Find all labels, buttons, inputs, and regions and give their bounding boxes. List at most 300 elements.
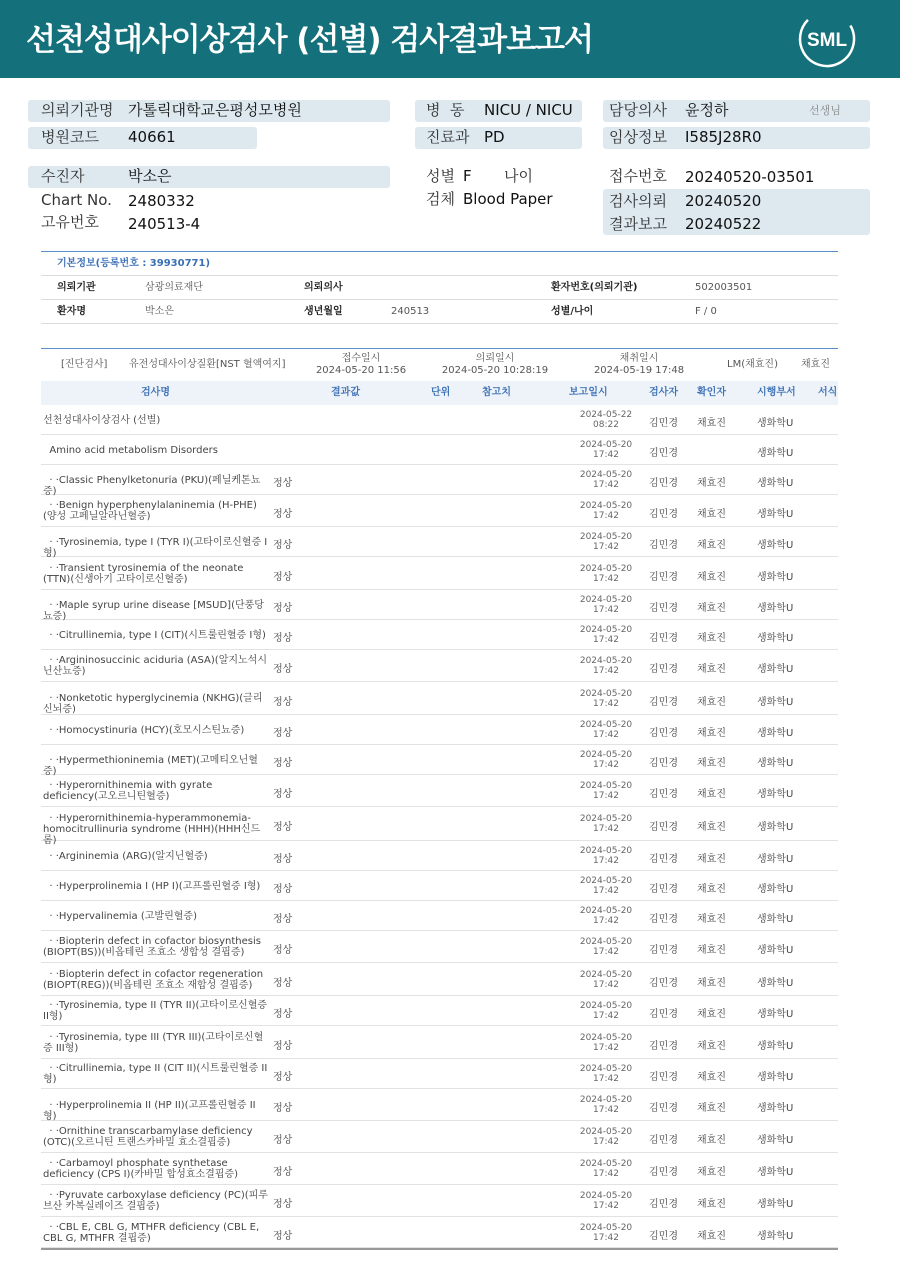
- result-value: 정상: [273, 1167, 293, 1178]
- basic-inst-value: 삼광의료재단: [145, 282, 203, 293]
- confirmer-name: 채효진: [697, 603, 726, 614]
- test-name: · ·Tyrosinemia, type II (TYR II)(고타이로신혈증 II형): [43, 1000, 271, 1022]
- department-name: 생화학U: [757, 664, 794, 675]
- report-datetime: [551, 750, 661, 770]
- hospital-code-label: 병원코드: [41, 128, 99, 146]
- table-row: [41, 1153, 838, 1185]
- report-date: 2024-05-20: [579, 1127, 633, 1137]
- diag-receipt-value: 2024-05-20 11:56: [315, 365, 407, 376]
- result-value: 정상: [273, 1041, 293, 1052]
- diag-collect-value: 2024-05-19 17:48: [593, 365, 685, 376]
- report-time: 08:22: [593, 420, 619, 430]
- confirmer-name: 채효진: [697, 822, 726, 833]
- col-name: 검사명: [141, 387, 170, 398]
- report-time: 17:42: [593, 635, 619, 645]
- report-date: 2024-05-20: [579, 625, 633, 635]
- results-table-body: [41, 405, 838, 1250]
- report-datetime: [551, 410, 661, 430]
- department-name: 생화학U: [757, 1167, 794, 1178]
- results-table-header: [41, 381, 838, 405]
- department-name: 생화학U: [757, 1231, 794, 1242]
- test-name: · ·Citrullinemia, type I (CIT)(시트룰린혈증 I형): [43, 630, 266, 641]
- report-time: 17:42: [593, 916, 619, 926]
- report-date: 2024-05-20: [579, 876, 633, 886]
- report-time: 17:42: [593, 699, 619, 709]
- basic-birth-value: 240513: [391, 306, 430, 317]
- test-name: · ·Tyrosinemia, type I (TYR I)(고타이로신혈증 I형): [43, 537, 268, 559]
- department-name: 생화학U: [757, 1199, 794, 1210]
- report-date: 2024-05-20: [579, 720, 633, 730]
- test-name: · ·Hypervalinemia (고발린혈증): [43, 911, 197, 922]
- request-label: 검사의뢰: [609, 192, 667, 210]
- report-time: 17:42: [593, 1105, 619, 1115]
- table-row: [41, 931, 838, 963]
- test-name: · ·Classic Phenylketonuria (PKU)(페닐케톤뇨증): [43, 475, 261, 497]
- report-date: 2024-05-20: [579, 595, 633, 605]
- basic-info-title: 기본정보(등록번호 : 39930771): [41, 252, 838, 276]
- confirmer-name: 채효진: [697, 884, 726, 895]
- table-row: [41, 465, 838, 495]
- confirmer-name: 채효진: [697, 1041, 726, 1052]
- result-value: 정상: [273, 540, 293, 551]
- report-date: 2024-05-20: [579, 814, 633, 824]
- patient-label: 수진자: [41, 167, 85, 185]
- result-value: 정상: [273, 854, 293, 865]
- result-value: 정상: [273, 728, 293, 739]
- confirmer-name: 채효진: [697, 478, 726, 489]
- test-name: · ·Nonketotic hyperglycinemia (NKHG)(글리신뇌증): [43, 693, 263, 715]
- department-name: 생화학U: [757, 572, 794, 583]
- report-date: 2024-05-20: [579, 937, 633, 947]
- result-value: 정상: [273, 945, 293, 956]
- tester-name: 김민경: [649, 633, 678, 644]
- table-row: [41, 963, 838, 996]
- basic-sexage-value: F / 0: [695, 306, 717, 317]
- report-datetime: [551, 1001, 661, 1021]
- ward-value: NICU / NICU: [484, 101, 573, 119]
- diag-request-value: 2024-05-20 10:28:19: [441, 365, 549, 376]
- report-time: 17:42: [593, 605, 619, 615]
- table-row: [41, 1026, 838, 1059]
- table-row: [41, 435, 838, 465]
- table-row: [41, 1059, 838, 1089]
- tester-name: 김민경: [649, 448, 678, 459]
- table-row: [41, 620, 838, 650]
- table-row: [41, 682, 838, 715]
- report-time: 17:42: [593, 947, 619, 957]
- tester-name: 김민경: [649, 822, 678, 833]
- result-value: 정상: [273, 572, 293, 583]
- table-row: [41, 557, 838, 590]
- report-date: 2024-05-20: [579, 781, 633, 791]
- result-value: 정상: [273, 758, 293, 769]
- table-row: [41, 1089, 838, 1121]
- report-time: 17:42: [593, 480, 619, 490]
- doctor-suffix: 선생님: [809, 104, 841, 117]
- confirmer-name: 채효진: [697, 664, 726, 675]
- confirmer-name: 채효진: [697, 789, 726, 800]
- department-name: 생화학U: [757, 728, 794, 739]
- department-name: 생화학U: [757, 758, 794, 769]
- tester-name: 김민경: [649, 1072, 678, 1083]
- test-name: · ·Argininosuccinic aciduria (ASA)(알지노석시닌산뇨증): [43, 655, 267, 677]
- report-time: 17:42: [593, 886, 619, 896]
- test-name: · ·Ornithine transcarbamylase deficiency (OTC)(오르니틴 트랜스카바밀 효소결핍증): [43, 1126, 256, 1148]
- result-value: 정상: [273, 978, 293, 989]
- receipt-label: 접수번호: [609, 167, 667, 185]
- receipt-value: 20240520-03501: [685, 168, 815, 186]
- diag-person: 채효진: [801, 359, 830, 370]
- test-name: · ·Argininemia (ARG)(알지닌혈증): [43, 851, 208, 862]
- department-name: 생화학U: [757, 884, 794, 895]
- report-time: 17:42: [593, 1169, 619, 1179]
- table-row: [41, 775, 838, 807]
- test-name: · ·Hyperornithinemia with gyrate deficiency(고오르니틴혈증): [43, 780, 216, 802]
- basic-name-value: 박소은: [145, 306, 174, 317]
- department-name: 생화학U: [757, 978, 794, 989]
- tester-name: 김민경: [649, 603, 678, 614]
- basic-name-label: 환자명: [57, 306, 86, 317]
- diag-collect-label: 채취일시: [619, 353, 659, 364]
- tester-name: 김민경: [649, 978, 678, 989]
- department-name: 생화학U: [757, 945, 794, 956]
- result-value: 정상: [273, 509, 293, 520]
- department-name: 생화학U: [757, 633, 794, 644]
- report-date: 2024-05-20: [579, 906, 633, 916]
- confirmer-name: 채효진: [697, 1167, 726, 1178]
- report-time: 17:42: [593, 450, 619, 460]
- tester-name: 김민경: [649, 1041, 678, 1052]
- clinical-label: 임상정보: [609, 128, 667, 146]
- basic-pid-value: 502003501: [695, 282, 753, 293]
- table-row: [41, 495, 838, 527]
- result-value: 정상: [273, 697, 293, 708]
- confirmer-name: 채효진: [697, 1072, 726, 1083]
- diag-test: 유전성대사이상질환[NST 혈액여지]: [129, 359, 286, 370]
- doctor-label: 담당의사: [609, 101, 667, 119]
- tester-name: 김민경: [649, 697, 678, 708]
- report-date: 2024-05-20: [579, 470, 633, 480]
- report-title: 선천성대사이상검사 (선별) 검사결과보고서: [26, 22, 593, 58]
- report-date: 2024-05-20: [579, 1033, 633, 1043]
- col-ref: 참고치: [482, 387, 511, 398]
- result-value: 정상: [273, 789, 293, 800]
- confirmer-name: 채효진: [697, 572, 726, 583]
- report-time: 17:42: [593, 856, 619, 866]
- table-row: [41, 715, 838, 745]
- table-row: [41, 590, 838, 620]
- report-date: 2024-05-20: [579, 1159, 633, 1169]
- chart-value: 2480332: [128, 192, 195, 210]
- test-name: · ·Citrullinemia, type II (CIT II)(시트룰린혈증 II형): [43, 1063, 268, 1085]
- result-value: 정상: [273, 914, 293, 925]
- result-value: 정상: [273, 1199, 293, 1210]
- basic-pid-label: 환자번호(의뢰기관): [551, 282, 638, 293]
- confirmer-name: 채효진: [697, 418, 726, 429]
- report-time: 17:42: [593, 1011, 619, 1021]
- confirmer-name: 채효진: [697, 540, 726, 551]
- doctor-value: 윤정하: [685, 101, 729, 119]
- test-name: · ·Carbamoyl phosphate synthetase deficiency (CPS I)(카바밀 합성효소결핍증): [43, 1158, 239, 1180]
- report-datetime: [551, 501, 661, 521]
- report-datetime: [551, 470, 661, 490]
- tester-name: 김민경: [649, 914, 678, 925]
- test-name: · ·Pyruvate carboxylase deficiency (PC)(피루브산 카복실레이즈 결핍증): [43, 1190, 268, 1212]
- confirmer-name: 채효진: [697, 854, 726, 865]
- tester-name: 김민경: [649, 478, 678, 489]
- report-date: 2024-05-20: [579, 564, 633, 574]
- result-value: 정상: [273, 1103, 293, 1114]
- tester-name: 김민경: [649, 1167, 678, 1178]
- tester-name: 김민경: [649, 1009, 678, 1020]
- report-time: 17:42: [593, 824, 619, 834]
- sex-value: F: [463, 167, 472, 185]
- tester-name: 김민경: [649, 1135, 678, 1146]
- confirmer-name: 채효진: [697, 914, 726, 925]
- confirmer-name: 채효진: [697, 728, 726, 739]
- report-time: 17:42: [593, 1043, 619, 1053]
- report-datetime: [551, 1064, 661, 1084]
- department-value: PD: [484, 128, 505, 146]
- col-date: 보고일시: [569, 387, 608, 398]
- report-date: 2024-05-20: [579, 440, 633, 450]
- tester-name: 김민경: [649, 1103, 678, 1114]
- col-result: 결과값: [331, 387, 360, 398]
- test-name: · ·Tyrosinemia, type III (TYR III)(고타이로신혈증 III형): [43, 1032, 264, 1054]
- report-datetime: [551, 1223, 661, 1243]
- result-value: 정상: [273, 1072, 293, 1083]
- tester-name: 김민경: [649, 758, 678, 769]
- department-name: 생화학U: [757, 789, 794, 800]
- report-time: 17:42: [593, 730, 619, 740]
- department-name: 생화학U: [757, 1009, 794, 1020]
- report-datetime: [551, 906, 661, 926]
- department-name: 생화학U: [757, 418, 794, 429]
- report-date: 2024-05-20: [579, 501, 633, 511]
- test-name: 선천성대사이상검사 (선별): [43, 415, 161, 426]
- test-name: · ·CBL E, CBL G, MTHFR deficiency (CBL E, CBL G, MTHFR 결핍증): [43, 1222, 263, 1244]
- unique-value: 240513-4: [128, 215, 201, 233]
- report-datetime: [551, 846, 661, 866]
- report-date: 2024-05-20: [579, 970, 633, 980]
- result-value: 정상: [273, 884, 293, 895]
- report-time: 17:42: [593, 574, 619, 584]
- report-label: 결과보고: [609, 215, 667, 233]
- hospital-code-value: 40661: [128, 128, 176, 146]
- test-name: · ·Hyperprolinemia II (HP II)(고프롤린혈증 II형): [43, 1100, 256, 1122]
- col-dept: 시행부서: [757, 387, 796, 398]
- basic-inst-label: 의뢰기관: [57, 282, 96, 293]
- ward-label: 병 동: [426, 101, 465, 119]
- basic-doc-label: 의뢰의사: [304, 282, 343, 293]
- report-date: 2024-05-20: [579, 689, 633, 699]
- chart-label: Chart No.: [41, 191, 112, 209]
- tester-name: 김민경: [649, 1231, 678, 1242]
- confirmer-name: 채효진: [697, 1103, 726, 1114]
- report-datetime: [551, 1033, 661, 1053]
- department-name: 생화학U: [757, 509, 794, 520]
- tester-name: 김민경: [649, 884, 678, 895]
- result-value: 정상: [273, 664, 293, 675]
- result-value: 정상: [273, 478, 293, 489]
- test-name: · ·Hypermethioninemia (MET)(고메티오닌혈증): [43, 755, 258, 777]
- report-time: 17:42: [593, 666, 619, 676]
- department-name: 생화학U: [757, 1072, 794, 1083]
- report-datetime: [551, 970, 661, 990]
- tester-name: 김민경: [649, 1199, 678, 1210]
- specimen-value: Blood Paper: [463, 190, 553, 208]
- table-row: [41, 527, 838, 557]
- result-value: 정상: [273, 1009, 293, 1020]
- tester-name: 김민경: [649, 854, 678, 865]
- department-name: 생화학U: [757, 448, 794, 459]
- basic-sexage-label: 성별/나이: [551, 306, 594, 317]
- report-datetime: [551, 1127, 661, 1147]
- confirmer-name: 채효진: [697, 697, 726, 708]
- department-label: 진료과: [426, 128, 470, 146]
- result-value: 정상: [273, 633, 293, 644]
- report-datetime: [551, 656, 661, 676]
- report-datetime: [551, 720, 661, 740]
- report-time: 17:42: [593, 1201, 619, 1211]
- department-name: 생화학U: [757, 1041, 794, 1052]
- age-label: 나이: [504, 167, 533, 185]
- tester-name: 김민경: [649, 509, 678, 520]
- tester-name: 김민경: [649, 945, 678, 956]
- table-row: [41, 1185, 838, 1217]
- report-datetime: [551, 1159, 661, 1179]
- department-name: 생화학U: [757, 540, 794, 551]
- col-unit: 단위: [431, 387, 451, 398]
- confirmer-name: 채효진: [697, 978, 726, 989]
- patient-value: 박소은: [128, 167, 172, 185]
- specimen-label: 검체: [426, 190, 455, 208]
- tester-name: 김민경: [649, 789, 678, 800]
- confirmer-name: 채효진: [697, 1199, 726, 1210]
- report-datetime: [551, 595, 661, 615]
- report-date: 2024-05-22: [579, 410, 633, 420]
- table-row: [41, 1217, 838, 1248]
- confirmer-name: 채효진: [697, 1231, 726, 1242]
- tester-name: 김민경: [649, 572, 678, 583]
- basic-info-table: [41, 251, 838, 324]
- department-name: 생화학U: [757, 697, 794, 708]
- test-name: · ·Hyperprolinemia I (HP I)(고프롤린혈증 I형): [43, 881, 261, 892]
- report-time: 17:42: [593, 1074, 619, 1084]
- diag-tag: [진단검사]: [61, 359, 108, 370]
- confirmer-name: 채효진: [697, 509, 726, 520]
- table-row: [41, 996, 838, 1026]
- col-confirmer: 확인자: [697, 387, 726, 398]
- tester-name: 김민경: [649, 728, 678, 739]
- test-name: · ·Benign hyperphenylalaninemia (H-PHE)(양성 고페닐알라닌혈증): [43, 500, 257, 522]
- result-value: 정상: [273, 603, 293, 614]
- report-time: 17:42: [593, 791, 619, 801]
- table-row: [41, 405, 838, 435]
- table-row: [41, 871, 838, 901]
- report-time: 17:42: [593, 1137, 619, 1147]
- test-name: · ·Homocystinuria (HCY)(호모시스틴뇨증): [43, 725, 245, 736]
- report-time: 17:42: [593, 760, 619, 770]
- department-name: 생화학U: [757, 822, 794, 833]
- department-name: 생화학U: [757, 478, 794, 489]
- table-row: [41, 807, 838, 846]
- result-value: 정상: [273, 1135, 293, 1146]
- report-datetime: [551, 781, 661, 801]
- report-date: 2024-05-20: [579, 846, 633, 856]
- report-header: [0, 0, 900, 78]
- tester-name: 김민경: [649, 418, 678, 429]
- department-name: 생화학U: [757, 1135, 794, 1146]
- col-tester: 검사자: [649, 387, 678, 398]
- result-value: 정상: [273, 822, 293, 833]
- report-datetime: [551, 876, 661, 896]
- report-datetime: [551, 532, 661, 552]
- table-row: [41, 1121, 838, 1153]
- report-datetime: [551, 440, 661, 460]
- report-datetime: [551, 1095, 661, 1115]
- test-name: · ·Biopterin defect in cofactor regeneration (BIOPT(REG))(비옵테린 조효소 재합성 결핍증): [43, 969, 267, 991]
- department-name: 생화학U: [757, 603, 794, 614]
- diag-lm: LM(채효진): [727, 359, 778, 370]
- test-name: Amino acid metabolism Disorders: [43, 445, 218, 456]
- confirmer-name: 채효진: [697, 945, 726, 956]
- report-datetime: [551, 937, 661, 957]
- result-value: 정상: [273, 1231, 293, 1242]
- table-row: [41, 745, 838, 775]
- confirmer-name: 채효진: [697, 1135, 726, 1146]
- tester-name: 김민경: [649, 540, 678, 551]
- report-datetime: [551, 689, 661, 709]
- confirmer-name: 채효진: [697, 633, 726, 644]
- request-value: 20240520: [685, 192, 762, 210]
- test-name: · ·Maple syrup urine disease [MSUD](단풍당뇨증): [43, 600, 264, 622]
- logo-text: SML: [806, 30, 848, 51]
- institution-value: 가톨릭대학교은평성모병원: [128, 101, 302, 119]
- table-row: [41, 650, 838, 682]
- tester-name: 김민경: [649, 664, 678, 675]
- diag-request-label: 의뢰일시: [475, 353, 515, 364]
- report-date: 2024-05-20: [579, 532, 633, 542]
- department-name: 생화학U: [757, 854, 794, 865]
- report-date: 2024-05-20: [579, 656, 633, 666]
- report-datetime: [551, 814, 661, 834]
- sml-logo: [796, 8, 858, 70]
- report-date: 2024-05-20: [579, 1064, 633, 1074]
- report-date: 2024-05-20: [579, 1001, 633, 1011]
- confirmer-name: 채효진: [697, 758, 726, 769]
- department-name: 생화학U: [757, 1103, 794, 1114]
- diag-receipt-label: 접수일시: [341, 353, 381, 364]
- report-date: 2024-05-20: [579, 750, 633, 760]
- department-name: 생화학U: [757, 914, 794, 925]
- report-datetime: [551, 1191, 661, 1211]
- basic-info-row: [41, 276, 838, 300]
- unique-label: 고유번호: [41, 213, 99, 231]
- col-form: 서식: [818, 387, 838, 398]
- report-time: 17:42: [593, 1233, 619, 1243]
- test-name: · ·Biopterin defect in cofactor biosynthesis (BIOPT(BS))(비옵테린 조효소 생합성 결핍증): [43, 936, 265, 958]
- basic-info-row: [41, 300, 838, 324]
- test-name: · ·Transient tyrosinemia of the neonate (TTN)(신생아기 고타이로신혈증): [43, 563, 247, 585]
- report-date: 2024-05-20: [579, 1095, 633, 1105]
- diagnostic-info: [41, 348, 838, 380]
- report-time: 17:42: [593, 511, 619, 521]
- basic-birth-label: 생년월일: [304, 306, 343, 317]
- report-time: 17:42: [593, 542, 619, 552]
- sex-label: 성별: [426, 167, 455, 185]
- report-time: 17:42: [593, 980, 619, 990]
